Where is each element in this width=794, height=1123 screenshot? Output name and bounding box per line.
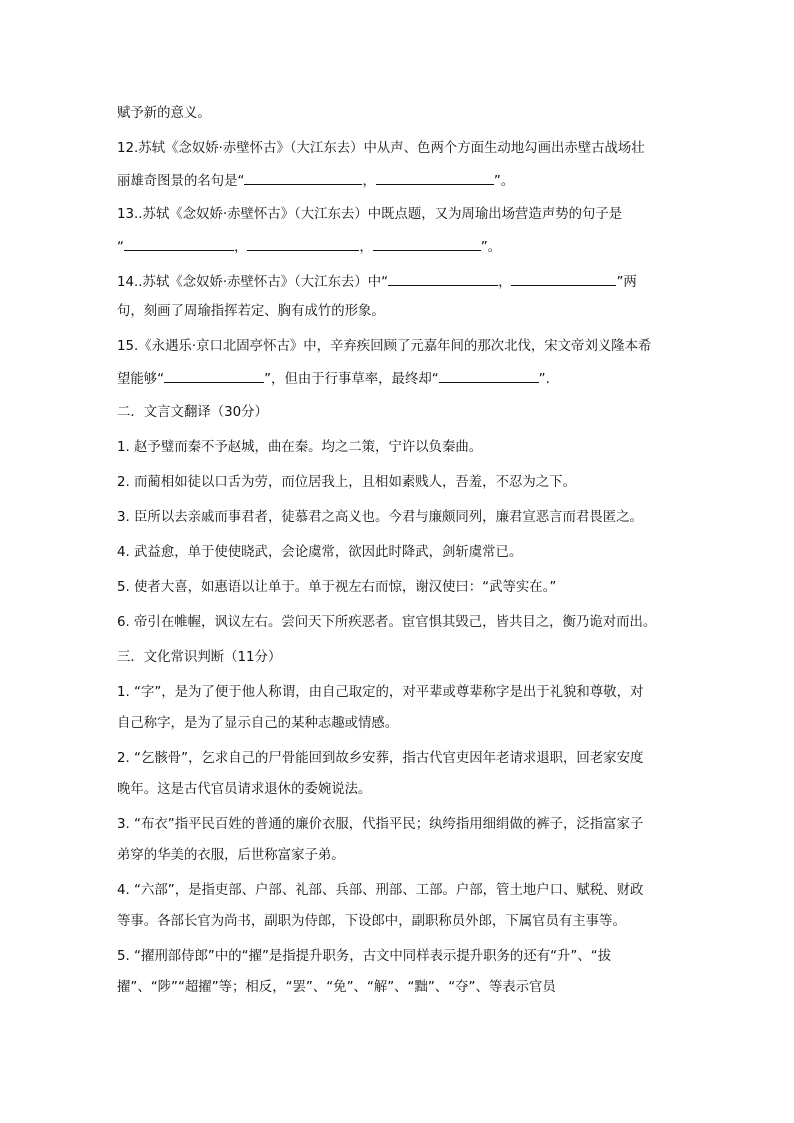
culture-item-line: 等事。各部长官为尚书，副职为侍郎，下设郎中，副职称员外郎，下属官员有主事等。 [117,914,626,929]
culture-item-line: 5. “擢刑部侍郎”中的“擢”是指提升职务，古文中同样表示提升职务的还有“升”、“拔 [117,949,612,964]
translation-item: 4. 武益愈，单于使使晓武，会论虞常，欲因此时降武，剑斩虞常已。 [117,545,523,560]
answer-blank[interactable] [439,368,539,383]
q12-separator: ， [362,174,376,189]
q12-line2 [117,170,514,192]
culture-item-line: 4. “六部”，是指吏部、户部、礼部、兵部、刑部、工部。户部，管土地户口、赋税、财政 [117,883,644,898]
q14-end: ”两 [616,275,637,290]
answer-blank[interactable] [376,170,494,185]
culture-item-line: 擢”、“陟”“超擢”等；相反，“罢”、“免”、“解”、“黜”、“夺”、等表示官员 [117,980,556,995]
translation-item: 5. 使者大喜，如惠语以让单于。单于视左右而惊，谢汉使曰：“武等实在。” [117,580,557,595]
answer-blank[interactable] [164,368,264,383]
answer-blank[interactable] [244,170,362,185]
q14-prefix: 14..苏轼《念奴娇·赤壁怀古》（大江东去）中“ [117,275,389,290]
q12-line1: 12.苏轼《念奴娇·赤壁怀古》（大江东去）中从声、色两个方面生动地勾画出赤壁古战场壮 [117,141,645,156]
culture-item-line: 弟穿的华美的衣服，后世称富家子弟。 [117,848,345,863]
q13-separator: ， [233,240,248,255]
q12-prefix: 丽雄奇图景的名句是“ [117,174,245,189]
q13-line1: 13..苏轼《念奴娇·赤壁怀古》（大江东去）中既点题，又为周瑜出场营造声势的句子是 [117,207,623,222]
culture-item-line: 晚年。这是古代官员请求退休的委婉说法。 [117,782,372,797]
q15-middle: ”，但由于行事草率，最终却“ [264,372,439,387]
answer-blank[interactable] [247,236,359,251]
q11-tail: 赋予新的意义。 [117,106,211,121]
q13-separator: ， [359,240,373,255]
answer-blank[interactable] [124,236,234,251]
culture-item-line: 自己称字，是为了显示自己的某种志趣或情感。 [117,716,399,731]
translation-item: 1. 赵予璧而秦不予赵城，曲在秦。均之二策，宁许以负秦曲。 [117,440,483,455]
answer-blank[interactable] [373,236,481,251]
answer-blank[interactable] [511,271,616,286]
q15-line1: 15.《永遇乐·京口北固亭怀古》中，辛弃疾回顾了元嘉年间的那次北伐，宋文帝刘义隆本希 [117,339,652,354]
translation-item: 6. 帝引在帷幄，讽议左右。尝问天下所疾恶者。宦官惧其毁己，皆共目之，衡乃诡对而出。 [117,615,657,630]
q13-end: ”。 [480,240,502,255]
q14-separator: ， [498,275,512,290]
q13-prefix: “ [117,240,124,255]
culture-item-line: 1. “字”，是为了便于他人称谓，由自己取定的，对平辈或尊辈称字是出于礼貌和尊敬，对 [117,685,644,700]
q14-line2: 句，刻画了周瑜指挥若定、胸有成竹的形象。 [117,304,385,319]
answer-blank[interactable] [388,271,498,286]
q15-prefix: 望能够“ [117,372,165,387]
culture-item-line: 2. “乞骸骨”，乞求自己的尸骨能回到故乡安葬，指古代官吏因年老请求退职，回老家安度 [117,751,644,766]
q15-line2 [117,368,550,390]
culture-item-line: 3. “布衣”指平民百姓的普通的廉价衣服，代指平民；纨绔指用细绢做的裤子，泛指富家子 [117,817,644,832]
section-heading-culture: 三．文化常识判断（11分） [117,650,282,665]
q12-end: ”。 [493,174,515,189]
q15-end: ”. [538,372,550,387]
q13-line2 [117,236,501,258]
q14-line1 [117,271,637,293]
translation-item: 2. 而蔺相如徒以口舌为劳，而位居我上，且相如素贱人，吾羞，不忍为之下。 [117,475,576,490]
translation-item: 3. 臣所以去亲戚而事君者，徒慕君之高义也。今君与廉颇同列，廉君宣恶言而君畏匿之。 [117,510,643,525]
section-heading-translation: 二．文言文翻译（30分） [117,405,268,420]
